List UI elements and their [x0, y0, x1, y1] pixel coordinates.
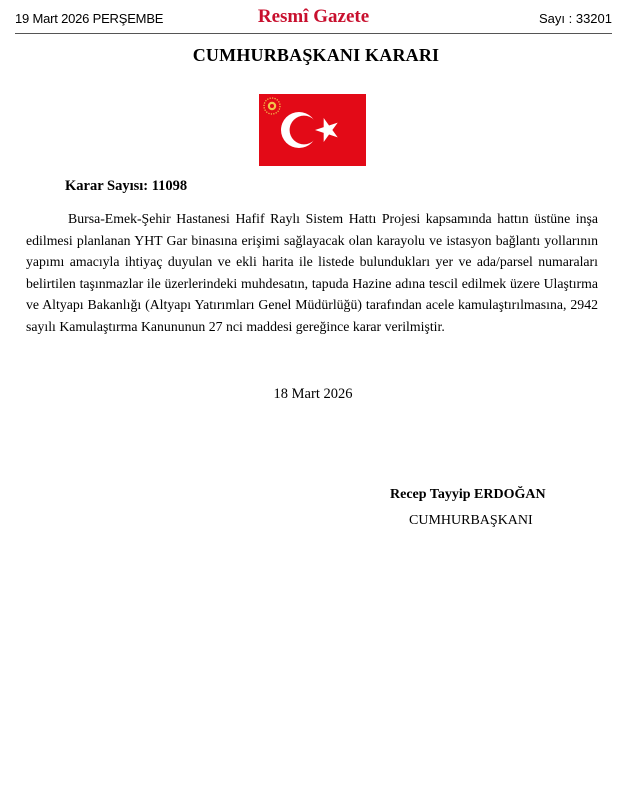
signatory-name: Recep Tayyip ERDOĞAN	[390, 487, 546, 502]
gazette-header	[15, 8, 612, 30]
gazette-name: Resmî Gazete	[257, 6, 370, 27]
header-date: 19 Mart 2026 PERŞEMBE	[15, 11, 164, 26]
decision-number: Karar Sayısı: 11098	[65, 178, 188, 194]
signatory-title: CUMHURBAŞKANI	[409, 513, 533, 528]
decision-date: 18 Mart 2026	[273, 386, 353, 402]
decision-body: Bursa-Emek-Şehir Hastanesi Hafif Raylı Sistem Hattı Projesi kapsamında hattın üstüne inşa edilmesi planlanan YHT Gar binasına erişimi sağlayacak olan karayolu ve istasyon bağlantı yollarının yapımı amacıyla ihtiyaç duyulan ve ekli harita ile listede bulundukları yer ve ada/parsel numaraları belirtilen taşınmazlar ile üzerlerindeki muhdesatın, tapuda Hazine adına tescil edilmek üzere Ulaştırma ve Altyapı Bakanlığı (Altyapı Yatırımları Genel Müdürlüğü) tarafından acele kamulaştırılmasına, 2942 sayılı Kamulaştırma Kanununun 27 nci maddesi gereğince karar verilmiştir.	[26, 211, 598, 334]
header-divider	[15, 33, 612, 34]
turkish-flag-icon	[259, 94, 366, 166]
issue-number: Sayı : 33201	[539, 11, 612, 26]
page-title: CUMHURBAŞKANI KARARI	[192, 45, 440, 65]
